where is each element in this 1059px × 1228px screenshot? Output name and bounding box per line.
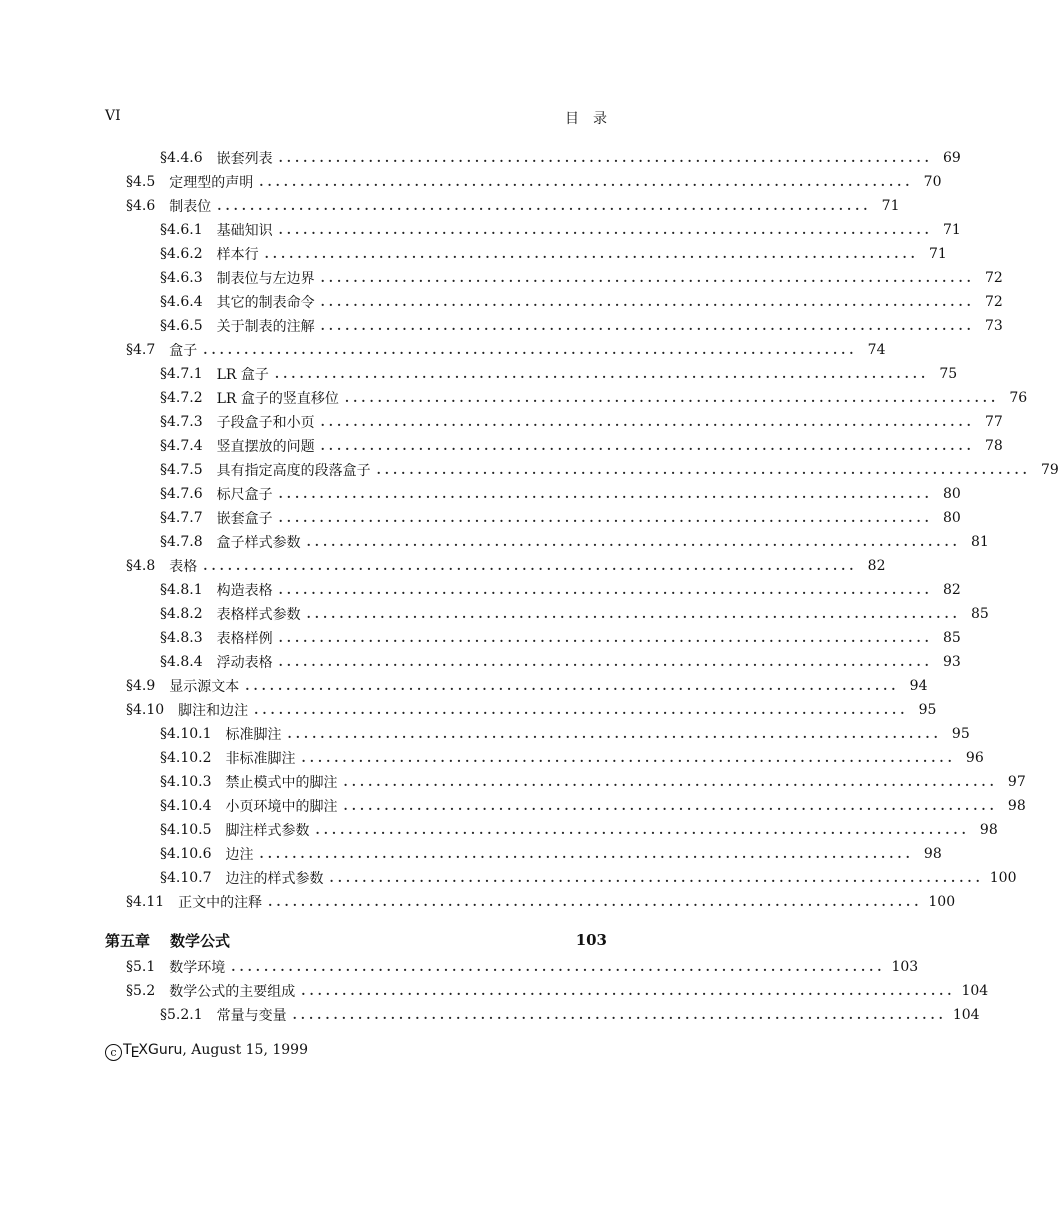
toc-entry-number: §4.7.6 <box>160 486 203 502</box>
toc-entry-page: 100 <box>928 894 956 910</box>
toc-entry-page: 77 <box>985 414 1003 430</box>
toc-entry-title: LR 盒子 <box>216 367 269 383</box>
toc-entry-page: 97 <box>1007 774 1026 790</box>
dot-leader: ................................................................................ <box>320 439 975 453</box>
toc-entry-title: 构造表格 <box>216 583 273 599</box>
toc-entry-title: 具有指定高度的段落盒子 <box>216 463 371 479</box>
toc-entry-number: §4.7.5 <box>160 462 203 478</box>
dot-leader: ................................................................................ <box>301 984 956 998</box>
tex-guru: Guru <box>148 1042 183 1058</box>
toc-entry-page: 75 <box>939 366 958 382</box>
toc-entry-page: 80 <box>943 486 961 502</box>
toc-entry-title: 盒子 <box>169 343 198 359</box>
toc-entry-number: §5.2 <box>126 983 156 999</box>
toc-entry-title: 非标准脚注 <box>225 751 296 767</box>
toc-entry-title: 样本行 <box>216 247 259 263</box>
toc-entry-number: §4.4.6 <box>160 150 203 166</box>
toc-entry-title: 表格 <box>169 559 198 575</box>
toc-entry-page: 74 <box>867 342 886 358</box>
toc-entry-number: §4.8 <box>126 558 156 574</box>
toc-entry-page: 94 <box>909 678 928 694</box>
toc-entry[interactable] <box>160 579 961 601</box>
toc-entry[interactable] <box>126 171 942 193</box>
toc-entry[interactable] <box>160 819 998 841</box>
toc-entry-page: 71 <box>881 198 900 214</box>
toc-entry-number: §4.7.8 <box>160 534 203 550</box>
toc-entry[interactable] <box>160 315 1003 337</box>
dot-leader: ................................................................................ <box>278 655 933 669</box>
toc-entry-page: 82 <box>943 582 961 598</box>
dot-leader: ................................................................................ <box>376 463 1031 477</box>
toc-entry-page: 98 <box>923 846 942 862</box>
dot-leader: ................................................................................ <box>344 391 1000 405</box>
dot-leader: ................................................................................ <box>278 223 933 237</box>
toc-entry-number: §4.7.2 <box>160 390 203 406</box>
toc-entry-title: 脚注和边注 <box>178 703 249 719</box>
dot-leader: ................................................................................ <box>343 775 998 789</box>
toc-entry-page: 72 <box>985 294 1003 310</box>
toc-entry-title: 浮动表格 <box>216 655 273 671</box>
dot-leader: ................................................................................ <box>278 511 933 525</box>
toc-entry-title: 脚注样式参数 <box>225 823 310 839</box>
toc-entry-page: 76 <box>1009 390 1028 406</box>
dot-leader: ................................................................................ <box>231 960 886 974</box>
footer-date: , August 15, 1999 <box>182 1042 308 1058</box>
toc-entry-page: 98 <box>1007 798 1026 814</box>
toc-entry-number: §4.9 <box>126 678 156 694</box>
toc-entry-number: §4.10.3 <box>160 774 212 790</box>
toc-entry-number: §4.11 <box>126 894 165 910</box>
toc-entry-title: 定理型的声明 <box>169 175 254 191</box>
toc-entry-number: §4.8.3 <box>160 630 203 646</box>
toc-entry-number: §4.7 <box>126 342 156 358</box>
dot-leader: ................................................................................ <box>278 631 933 645</box>
toc-entry[interactable] <box>160 1004 980 1026</box>
toc-entry[interactable] <box>160 291 1003 313</box>
toc-entry-number: §4.10.6 <box>160 846 212 862</box>
toc-entry-title: 制表位 <box>169 199 212 215</box>
toc-entry[interactable] <box>160 531 989 553</box>
dot-leader: ................................................................................ <box>245 679 900 693</box>
page-header <box>105 108 621 128</box>
dot-leader: ................................................................................ <box>278 151 933 165</box>
toc-entry-page: 93 <box>943 654 961 670</box>
toc-entry-page: 103 <box>891 959 919 975</box>
toc-entry-title: 子段盒子和小页 <box>216 415 315 431</box>
toc-entry[interactable] <box>160 363 958 385</box>
dot-leader: ................................................................................ <box>203 343 858 357</box>
toc-entry[interactable] <box>160 219 961 241</box>
toc-entry-number: §4.10.4 <box>160 798 212 814</box>
toc-entry[interactable] <box>160 867 1017 889</box>
dot-leader: ................................................................................ <box>320 415 975 429</box>
toc-entry-page: 71 <box>929 246 947 262</box>
toc-entry[interactable] <box>160 435 1003 457</box>
toc-entry-title: 正文中的注释 <box>178 895 263 911</box>
toc-entry-title: 嵌套盒子 <box>216 511 273 527</box>
toc-entry[interactable] <box>126 339 886 361</box>
toc-entry-page: 85 <box>943 630 961 646</box>
toc-entry-number: §4.6.4 <box>160 294 203 310</box>
toc-entry-number: §4.5 <box>126 174 156 190</box>
toc-entry[interactable] <box>126 699 937 721</box>
dot-leader: ................................................................................ <box>217 199 872 213</box>
dot-leader: ................................................................................ <box>268 895 923 909</box>
toc-entry[interactable] <box>160 603 989 625</box>
toc-entry-title: 常量与变量 <box>216 1008 287 1024</box>
toc-entry-number: §4.10.2 <box>160 750 212 766</box>
toc-entry[interactable] <box>160 507 961 529</box>
toc-entry-number: §4.7.4 <box>160 438 203 454</box>
dot-leader: ................................................................................ <box>306 607 961 621</box>
toc-entry-number: §4.6 <box>126 198 156 214</box>
dot-leader: ................................................................................ <box>292 1008 947 1022</box>
toc-entry-title: 嵌套列表 <box>216 151 273 167</box>
toc-entry[interactable] <box>126 980 989 1002</box>
toc-entry-title: 显示源文本 <box>169 679 240 695</box>
page-footer <box>105 1042 308 1061</box>
toc-entry-page: 82 <box>867 558 886 574</box>
toc-entry-page: 80 <box>943 510 961 526</box>
toc-entry[interactable] <box>160 771 1026 793</box>
toc-entry-page: 85 <box>971 606 989 622</box>
dot-leader: ................................................................................ <box>278 583 933 597</box>
toc-entry-number: §4.8.1 <box>160 582 203 598</box>
toc-entry-number: §4.6.1 <box>160 222 203 238</box>
toc-entry-number: §4.7.7 <box>160 510 203 526</box>
toc-entry[interactable] <box>160 459 1059 481</box>
dot-leader: ................................................................................ <box>320 271 975 285</box>
toc-entry[interactable] <box>160 387 1028 409</box>
toc-entry[interactable] <box>160 627 961 649</box>
toc-entry-number: §4.7.3 <box>160 414 203 430</box>
texguru-logo <box>123 1042 183 1061</box>
toc-entry-number: §4.10.1 <box>160 726 212 742</box>
toc-entry-page: 79 <box>1041 462 1059 478</box>
toc-entry-title: 数学环境 <box>169 960 226 976</box>
toc-entry-title: LR 盒子的竖直移位 <box>216 391 339 407</box>
toc-entry-title: 表格样式参数 <box>216 607 301 623</box>
toc-entry[interactable] <box>160 843 942 865</box>
dot-leader: ................................................................................ <box>203 559 858 573</box>
toc-entry[interactable] <box>160 795 1026 817</box>
dot-leader: ................................................................................ <box>320 319 975 333</box>
dot-leader: ................................................................................ <box>306 535 961 549</box>
toc-entry[interactable] <box>160 723 970 745</box>
toc-entry-number: §4.10.7 <box>160 870 212 886</box>
toc-entry-page: 71 <box>943 222 961 238</box>
dot-leader: ................................................................................ <box>274 367 930 381</box>
toc-entry-page: 70 <box>923 174 942 190</box>
toc-entry[interactable] <box>126 891 956 913</box>
toc-entry[interactable] <box>160 651 961 673</box>
toc-entry-page: 95 <box>951 726 970 742</box>
toc-entry[interactable] <box>126 956 919 978</box>
toc-entry[interactable] <box>160 147 961 169</box>
toc-entry-title: 其它的制表命令 <box>216 295 315 311</box>
dot-leader: ................................................................................ <box>278 487 933 501</box>
dot-leader: ................................................................................ <box>254 703 909 717</box>
toc-entry-title: 制表位与左边界 <box>216 271 315 287</box>
toc-entry-number: §4.10.5 <box>160 822 212 838</box>
toc-entry-number: §4.6.2 <box>160 246 203 262</box>
running-head: 目录 <box>565 111 621 127</box>
toc-entry-title: 数学公式 <box>170 931 231 950</box>
toc-entry[interactable] <box>126 195 900 217</box>
dot-leader: ................................................................................ <box>259 175 914 189</box>
toc-entry-page: 73 <box>985 318 1003 334</box>
dot-leader: ................................................................................ <box>320 295 975 309</box>
toc-entry-title: 边注的样式参数 <box>225 871 324 887</box>
toc-entry-number: §4.8.4 <box>160 654 203 670</box>
toc-entry-number: §5.1 <box>126 959 156 975</box>
toc-entry-title: 基础知识 <box>216 223 273 239</box>
toc-entry[interactable] <box>160 411 1003 433</box>
tex-t: T <box>123 1042 132 1058</box>
dot-leader: ................................................................................ <box>264 247 919 261</box>
toc-entry-page: 69 <box>943 150 961 166</box>
toc-entry-number: §5.2.1 <box>160 1007 203 1023</box>
dot-leader: ................................................................................ <box>301 751 956 765</box>
toc-entry-title: 数学公式的主要组成 <box>169 984 296 1000</box>
tex-e: E <box>130 1045 140 1061</box>
page-number-roman: VI <box>105 108 121 124</box>
toc-entry-number: 第五章 <box>105 931 151 950</box>
toc-entry-title: 禁止模式中的脚注 <box>225 775 338 791</box>
copyright-symbol: c <box>105 1044 122 1061</box>
toc-entry[interactable] <box>160 243 947 265</box>
dot-leader: ................................................................................ <box>329 871 984 885</box>
toc-entry-number: §4.8.2 <box>160 606 203 622</box>
toc-entry-page: 81 <box>971 534 989 550</box>
toc-entry[interactable] <box>105 929 607 951</box>
toc-entry-page: 104 <box>952 1007 980 1023</box>
toc-entry-number: §4.6.3 <box>160 270 203 286</box>
toc-entry-number: §4.10 <box>126 702 165 718</box>
tex-x: X <box>138 1042 149 1058</box>
toc-entry[interactable] <box>126 675 928 697</box>
dot-leader: ................................................................................ <box>287 727 942 741</box>
toc-entry-page: 100 <box>989 870 1017 886</box>
dot-leader: ................................................................................ <box>315 823 970 837</box>
dot-leader: ................................................................................ <box>343 799 998 813</box>
toc-entry[interactable] <box>160 267 1003 289</box>
toc-entry[interactable] <box>126 555 886 577</box>
toc-entry-page: 96 <box>965 750 984 766</box>
toc-entry-title: 盒子样式参数 <box>216 535 301 551</box>
toc-entry-page: 78 <box>985 438 1003 454</box>
toc-entry-title: 表格样例 <box>216 631 273 647</box>
toc-entry-page: 72 <box>985 270 1003 286</box>
toc-entry-title: 标尺盒子 <box>216 487 273 503</box>
dot-leader: ................................................................................ <box>259 847 914 861</box>
toc-entry-title: 标准脚注 <box>225 727 282 743</box>
toc-entry-number: §4.6.5 <box>160 318 203 334</box>
toc-entry[interactable] <box>160 483 961 505</box>
toc-entry-page: 104 <box>961 983 989 999</box>
toc-entry-title: 关于制表的注解 <box>216 319 315 335</box>
toc-entry-title: 小页环境中的脚注 <box>225 799 338 815</box>
toc-entry-page: 95 <box>918 702 937 718</box>
toc-entry-number: §4.7.1 <box>160 366 203 382</box>
toc-entry-page: 103 <box>575 931 607 949</box>
toc-entry-title: 边注 <box>225 847 254 863</box>
toc-entry-title: 竖直摆放的问题 <box>216 439 315 455</box>
toc-entry[interactable] <box>160 747 984 769</box>
toc-entry-page: 98 <box>979 822 998 838</box>
